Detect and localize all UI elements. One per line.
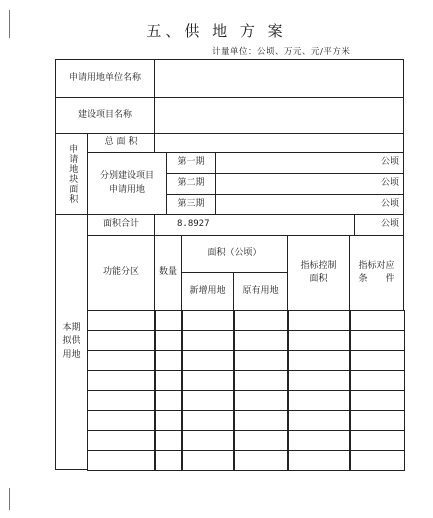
ctrl-area-header: 指标控制面积	[287, 235, 350, 311]
applicant-value	[154, 59, 404, 98]
phase-3-label: 第三期	[166, 194, 216, 215]
table-cell	[181, 410, 235, 431]
sum-area-unit: 公顷	[354, 214, 404, 236]
table-cell	[154, 330, 183, 351]
table-cell	[87, 370, 156, 391]
table-cell	[181, 310, 235, 331]
total-area-label: 总 面 积	[87, 133, 155, 153]
phase-1-label: 第一期	[166, 152, 216, 174]
table-cell	[181, 330, 235, 351]
unit-note: 计量单位：公顷、万元、元/平方米	[212, 47, 351, 57]
table-cell	[349, 450, 405, 471]
func-zone-header: 功能分区	[87, 235, 155, 311]
table-cell	[287, 370, 351, 391]
table-cell	[87, 350, 156, 371]
table-cell	[349, 350, 405, 371]
table-cell	[287, 350, 351, 371]
table-cell	[154, 450, 183, 471]
table-cell	[233, 350, 289, 371]
table-cell	[154, 310, 183, 331]
table-cell	[349, 370, 405, 391]
table-cell	[181, 370, 235, 391]
table-cell	[87, 450, 156, 471]
table-cell	[233, 390, 289, 411]
table-cell	[181, 350, 235, 371]
cond-header: 指标对应条 件	[349, 235, 404, 311]
table-cell	[154, 350, 183, 371]
old-land-header: 原有用地	[233, 272, 288, 311]
applicant-label: 申请用地单位名称	[55, 59, 155, 98]
table-cell	[287, 390, 351, 411]
table-cell	[181, 450, 235, 471]
table-cell	[154, 390, 183, 411]
sum-area-label: 面积合计	[87, 214, 155, 236]
sum-area-value: 8.8927	[154, 214, 355, 236]
page-title: 五、供 地 方 案	[146, 22, 287, 40]
table-cell	[181, 390, 235, 411]
table-cell	[349, 310, 405, 331]
table-cell	[87, 430, 156, 451]
phase-2-label: 第二期	[166, 173, 216, 195]
table-cell	[287, 410, 351, 431]
table-cell	[287, 330, 351, 351]
table-cell	[349, 330, 405, 351]
new-land-header: 新增用地	[181, 272, 234, 311]
table-cell	[349, 390, 405, 411]
phase-3-value: 公顷	[215, 194, 404, 215]
quantity-header: 数量	[154, 235, 182, 311]
table-cell	[87, 310, 156, 331]
table-cell	[233, 310, 289, 331]
table-cell	[349, 430, 405, 451]
table-cell	[349, 410, 405, 431]
table-cell	[233, 410, 289, 431]
supply-side-label: 本期拟供用地	[55, 214, 88, 470]
table-cell	[181, 430, 235, 451]
table-cell	[287, 450, 351, 471]
phase-2-value: 公顷	[215, 173, 404, 195]
table-cell	[154, 370, 183, 391]
table-cell	[233, 450, 289, 471]
apply-area-side-label: 申请地块面积	[55, 133, 88, 215]
table-cell	[87, 390, 156, 411]
phase-1-value: 公顷	[215, 152, 404, 174]
table-cell	[233, 330, 289, 351]
project-label: 建设项目名称	[55, 97, 155, 134]
table-cell	[233, 430, 289, 451]
table-cell	[287, 430, 351, 451]
project-value	[154, 97, 404, 134]
table-cell	[154, 410, 183, 431]
table-cell	[287, 310, 351, 331]
table-cell	[154, 430, 183, 451]
total-area-value	[154, 133, 404, 153]
binding-mark-bottom	[9, 488, 10, 510]
table-cell	[87, 410, 156, 431]
split-apply-label: 分别建设项目申请用地	[87, 152, 167, 215]
table-cell	[87, 330, 156, 351]
table-cell	[233, 370, 289, 391]
area-header: 面积（公顷）	[181, 235, 288, 273]
